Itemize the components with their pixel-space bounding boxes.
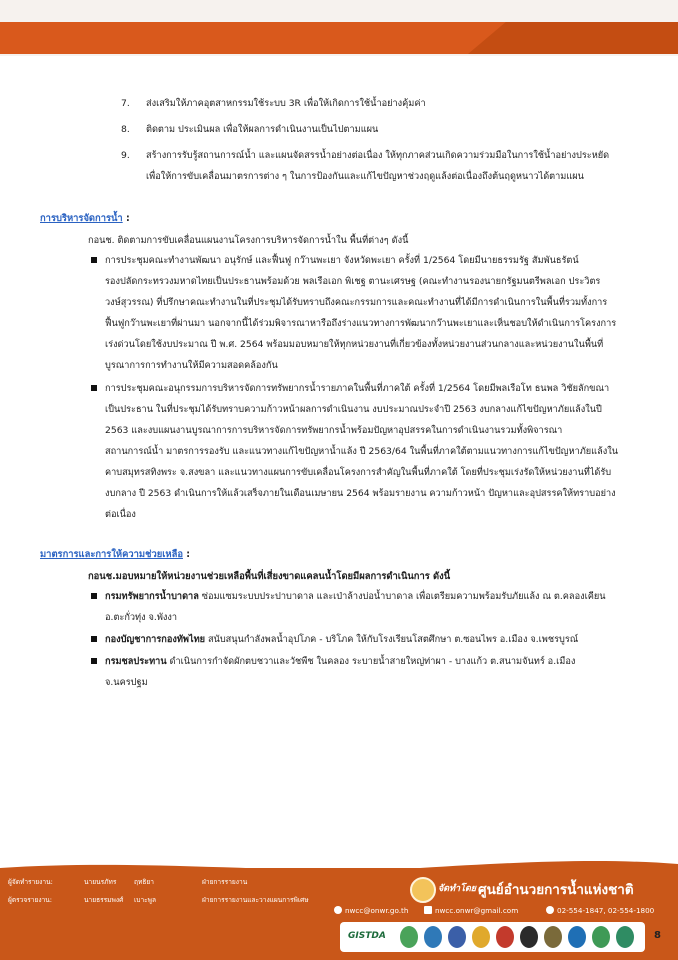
bullet-line: การประชุมคณะอนุกรรมการบริหารจัดการทรัพยากรน้ำรายภาคในพื้นที่ภาคใต้ ครั้งที่ 1/2564 โดยมีพลเรือโท ธนพล วิชัยลักขณา xyxy=(105,383,610,394)
phone-text: 02-554-1847, 02-554-1800 xyxy=(557,906,655,915)
partner-logo-icon xyxy=(472,926,490,948)
bullet-line: ต่อเนื่อง xyxy=(105,509,136,520)
contact-email2 xyxy=(424,906,518,915)
bullet-text xyxy=(105,378,643,525)
partner-logo-icon xyxy=(568,926,586,948)
partner-logo-icon xyxy=(520,926,538,948)
bullet-line: รองปลัดกระทรวงมหาดไทยเป็นประธานพร้อมด้วย พลเรือเอก พิเชฐ ตานะเศรษฐ (คณะทำงานรองนายกรัฐมนตรีพลเอก ประวิตร xyxy=(105,276,601,287)
bullet-line: วงษ์สุวรรณ) ที่ปรึกษาคณะทำงานในที่ประชุมได้รับทราบถึงคณะกรรมการและคณะทำงานที่ได้มีการดำเนินการในพื้นที่รวมทั้งการ xyxy=(105,297,608,308)
section-heading-measures-assistance xyxy=(40,547,190,562)
bullet-square-icon xyxy=(91,257,97,263)
email-icon xyxy=(334,906,342,914)
bullet-text xyxy=(105,651,643,693)
item-text-line1: สร้างการรับรู้สถานการณ์น้ำ และแผนจัดสรรน้ำอย่างต่อเนื่อง ให้ทุกภาคส่วนเกิดความร่วมมือในการใช้น้ำอย่างประหยัด xyxy=(146,150,610,161)
bullet-line: สนับสนุนกำลังพลน้ำอุปโภค - บริโภค ให้กับโรงเรียนโสตศึกษา ต.ซอนไพร อ.เมือง จ.เพชรบูรณ์ xyxy=(205,634,579,645)
partner-logo-icon xyxy=(592,926,610,948)
reviewed-role: ฝ่ายการรายงานและวางแผนการพิเศษ xyxy=(202,896,309,904)
item-number: 7. xyxy=(121,98,130,109)
email1-text: nwcc@onwr.go.th xyxy=(345,906,409,915)
item-number: 8. xyxy=(121,124,130,135)
agency-name: กรมชลประทาน xyxy=(105,656,167,667)
bullet-line: ซ่อมแซมระบบประปาบาดาล และเป่าล้างบ่อน้ำบาดาล เพื่อเตรียมความพร้อมรับภัยแล้ง ณ ต.คลองเคียน xyxy=(198,591,606,602)
bullet-text xyxy=(105,629,643,650)
partner-logo-icon xyxy=(400,926,418,948)
partner-logo-icon xyxy=(496,926,514,948)
partner-logo-icon xyxy=(424,926,442,948)
bullet-text xyxy=(105,250,643,376)
bullet-square-icon xyxy=(91,593,97,599)
bullet-line: เป็นประธาน ในที่ประชุมได้รับทราบความก้าวหน้าผลการดำเนินงาน งบประมาณประจำปี 2563 งบกลางแก้ไขปัญหาภัยแล้งในปี xyxy=(105,404,602,415)
section-heading-water-management xyxy=(40,211,130,226)
bullet-line: คาบสมุทรสทิงพระ จ.สงขลา และแนวทางแผนการขับเคลื่อนโครงการสำคัญในพื้นที่ภาคใต้ โดยที่ประชุมเร่งรัดให้หน่วยงานที่ได้รับ xyxy=(105,467,612,478)
bullet-square-icon xyxy=(91,658,97,664)
org-by-label: จัดทำโดย : xyxy=(438,884,483,894)
bullet-text xyxy=(105,586,643,628)
compiler-row xyxy=(8,876,428,888)
reviewed-label: ผู้ตรวจรายงาน: xyxy=(8,896,53,904)
org-name: ศูนย์อำนวยการน้ำแห่งชาติ xyxy=(478,882,634,898)
section-intro: กอนช.มอบหมายให้หน่วยงานช่วยเหลือพื้นที่เสี่ยงขาดแคลนน้ำโดยมีผลการดำเนินการ ดังนี้ xyxy=(88,571,451,582)
compiled-name2: ฤทธิยา xyxy=(134,878,154,886)
reviewed-name2: เบาะพูล xyxy=(134,896,157,904)
section-heading-colon: : xyxy=(182,549,190,560)
agency-name: กรมทรัพยากรน้ำบาดาล xyxy=(105,591,199,602)
bullet-line: การประชุมคณะทำงานพัฒนา อนุรักษ์ และฟื้นฟู กว๊านพะเยา จังหวัดพะเยา ครั้งที่ 1/2564 โดยมีนายธรรมรัฐ สัมพันธรัตน์ xyxy=(105,255,579,266)
compiled-name1: นายนรภัทร xyxy=(84,878,117,886)
gistda-logo: GISTDA xyxy=(348,931,386,941)
bullet-square-icon xyxy=(91,385,97,391)
compiled-role: ฝ่ายการรายงาน xyxy=(202,878,248,886)
partner-logo-icon xyxy=(544,926,562,948)
contact-email1 xyxy=(334,906,408,915)
mail-icon xyxy=(424,906,432,914)
reviewed-name1: นายธรรมพงศ์ xyxy=(84,896,124,904)
bullet-line: ฟื้นฟูกว๊านพะเยาที่ผ่านมา นอกจากนี้ได้ร่วมพิจารณาหารือถึงร่างแนวทางการพัฒนากว๊านพะเยาและเห็นชอบให้ดำเนินการโครงการ xyxy=(105,318,617,329)
bullet-line: สถานการณ์น้ำ มาตรการรองรับ และแนวทางแก้ไขปัญหาน้ำแล้ง ปี 2563/64 ในพื้นที่ภาคใต้ตามแนวทางการแก้ไขปัญหาภัยแล้งใน xyxy=(105,446,618,457)
section-heading-colon: : xyxy=(122,213,130,224)
agency-name: กองบัญชาการกองทัพไทย xyxy=(105,634,206,645)
section-intro: กอนช. ติดตามการขับเคลื่อนแผนงานโครงการบริหารจัดการน้ำใน พื้นที่ต่างๆ ดังนี้ xyxy=(88,235,409,246)
partner-logos xyxy=(340,922,645,952)
phone-icon xyxy=(546,906,554,914)
page-number: 8 xyxy=(654,930,661,941)
item-text-line2: เพื่อให้การขับเคลื่อนมาตรการต่าง ๆ ในการป้องกันและแก้ไขปัญหาช่วงฤดูแล้งต่อเนื่องถึงต้นฤดูหนาวได้ตามแผน xyxy=(146,171,584,182)
bullet-line: เร่งด่วนโดยใช้งบประมาณ ปี พ.ศ. 2564 พร้อมมอบหมายให้ทุกหน่วยงานที่เกี่ยวข้องทั้งหน่วยงานส่วนกลางและหน่วยงานในพื้นที่ xyxy=(105,339,604,350)
bullet-line: อ.ตะกั่วทุ่ง จ.พังงา xyxy=(105,612,178,623)
bullet-line: บูรณาการการทำงานให้มีความสอดคล้องกัน xyxy=(105,360,278,371)
item-number: 9. xyxy=(121,150,130,161)
partner-logo-icon xyxy=(616,926,634,948)
bullet-line: งบกลาง ปี 2563 ดำเนินการให้แล้วเสร็จภายในเดือนเมษายน 2564 พร้อมรายงาน ความก้าวหน้า ปัญหาและอุปสรรคให้ทราบอย่าง xyxy=(105,488,616,499)
partner-logo-icon xyxy=(448,926,466,948)
bullet-line: 2563 และงบแผนงานบูรณาการการบริหารจัดการทรัพยากรน้ำพร้อมปัญหาอุปสรรคในการดำเนินงานรวมทั้งพิจารณา xyxy=(105,425,563,436)
compiled-label: ผู้จัดทำรายงาน: xyxy=(8,878,53,886)
email2-text: nwcc.onwr@gmail.com xyxy=(435,906,519,915)
bullet-line: ดำเนินการกำจัดผักตบชวาและวัชพืช ในคลอง ระบายน้ำสายใหญ่ท่าผา - บางแก้ว ต.สนามจันทร์ อ.เมือง xyxy=(166,656,576,667)
water-drop-logo-icon xyxy=(410,877,436,903)
section-heading-text: มาตรการและการให้ความช่วยเหลือ xyxy=(40,549,183,560)
reviewer-row xyxy=(8,894,428,906)
contact-phone xyxy=(546,906,654,915)
bullet-line: จ.นครปฐม xyxy=(105,677,148,688)
item-text: ติดตาม ประเมินผล เพื่อให้ผลการดำเนินงานเป็นไปตามแผน xyxy=(146,124,379,135)
bullet-square-icon xyxy=(91,636,97,642)
item-text: ส่งเสริมให้ภาคอุตสาหกรรมใช้ระบบ 3R เพื่อให้เกิดการใช้น้ำอย่างคุ้มค่า xyxy=(146,98,426,109)
section-heading-text: การบริหารจัดการน้ำ xyxy=(40,213,123,224)
